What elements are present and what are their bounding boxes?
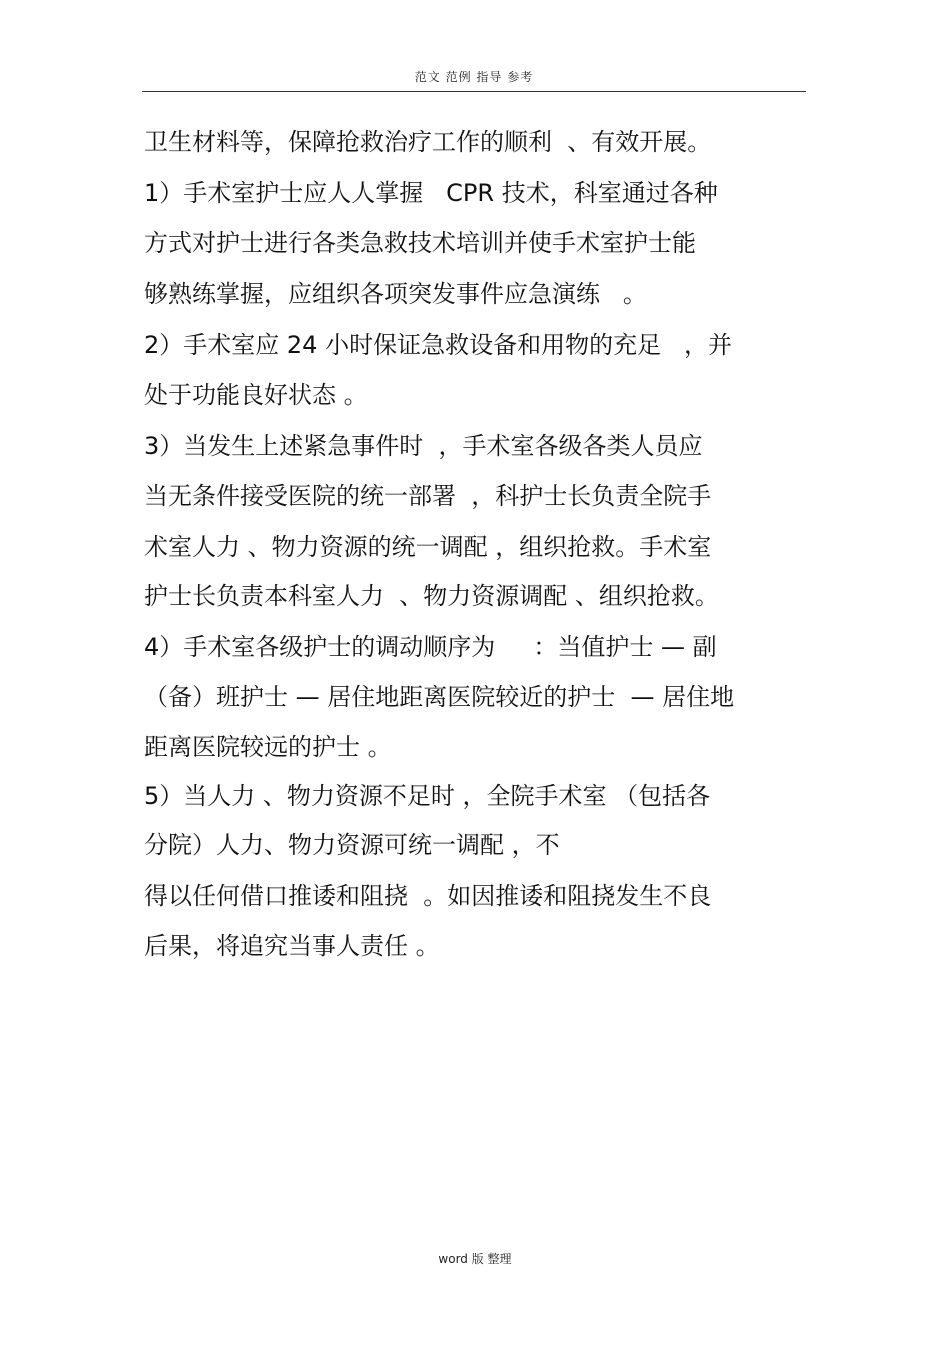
body-line: 分院）人力、物力资源可统一调配 ，不 — [144, 831, 560, 859]
body-line: 术室人力 、物力资源的统一调配 ，组织抢救。手术室 — [144, 533, 712, 561]
page-header: 范文 范例 指导 参考 — [414, 70, 534, 84]
body-line: 方式对护士进行各类急救技术培训并使手术室护士能 — [144, 229, 696, 257]
body-line: 够熟练掌握，应组织各项突发事件应急演练 。 — [144, 280, 647, 308]
body-line: 卫生材料等，保障抢救治疗工作的顺利 、有效开展。 — [144, 128, 712, 156]
body-line: 2）手术室应 24 小时保证急救设备和用物的充足 ，并 — [144, 331, 732, 359]
body-line: 处于功能良好状态 。 — [144, 381, 368, 409]
body-line: 距离医院较远的护士 。 — [144, 733, 392, 761]
body-line: 后果，将追究当事人责任 。 — [144, 932, 440, 960]
body-line: （备）班护士 — 居住地距离医院较近的护士 — 居住地 — [144, 683, 735, 711]
body-line: 3）当发生上述紧急事件时 ，手术室各级各类人员应 — [144, 432, 703, 460]
body-line: 当无条件接受医院的统一部署 ，科护士长负责全院手 — [144, 482, 712, 510]
header-divider — [142, 91, 806, 92]
body-line: 4）手术室各级护士的调动顺序为 ：当值护士 — 副 — [144, 633, 717, 661]
body-line: 5）当人力 、物力资源不足时 ，全院手术室 （包括各 — [144, 782, 711, 810]
body-line: 1）手术室护士应人人掌握 CPR 技术，科室通过各种 — [144, 179, 718, 207]
page-footer: word 版 整理 — [438, 1252, 512, 1266]
body-line: 得以任何借口推诿和阻挠 。如因推诿和阻挠发生不良 — [144, 882, 712, 910]
body-line: 护士长负责本科室人力 、物力资源调配 、组织抢救。 — [144, 582, 719, 610]
